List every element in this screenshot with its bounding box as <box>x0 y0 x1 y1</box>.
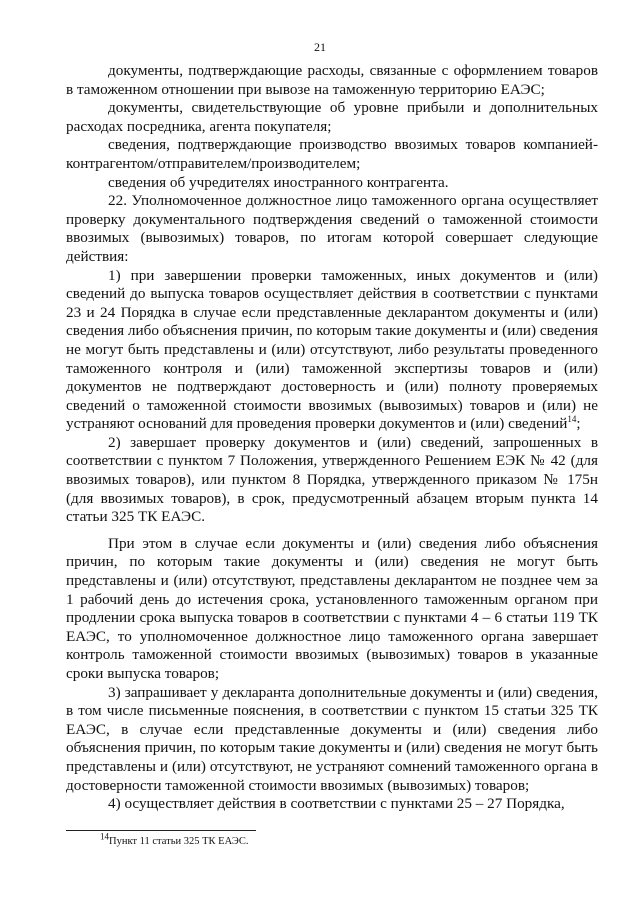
paragraph: сведения, подтверждающие производство ввозимых товаров компанией-контрагентом/отправителем/производителем; <box>66 136 598 172</box>
page-number: 21 <box>314 40 326 54</box>
paragraph: документы, подтверждающие расходы, связанные с оформлением товаров в таможенном отношении при вывозе на таможенную территорию ЕАЭС; <box>66 62 598 98</box>
footnote-reference: 14 <box>567 414 577 425</box>
footnote-divider <box>66 830 256 831</box>
paragraph: 4) осуществляет действия в соответствии с пунктами 25 – 27 Порядка, <box>108 795 565 813</box>
paragraph: 2) завершает проверку документов и (или) сведений, запрошенных в соответствии с пунктом 7 Положения, утвержденного Решением ЕЭК № 42 (для ввозимых товаров), или пунктом 8 Порядка, утвержденного приказом № 175н (для ввозимых товаров), в срок, предусмотренный абзацем вторым пункта 14 статьи 325 ТК ЕАЭС. <box>66 433 598 526</box>
paragraph: сведения об учредителях иностранного контрагента. <box>108 173 449 191</box>
footnote <box>100 831 249 847</box>
document-body <box>66 62 598 814</box>
paragraph-text: 1) при завершении проверки таможенных, иных документов и (или) сведений до выпуска товаров осуществляет действия в соответствии с пунктами 23 и 24 Порядка в случае если представленные декларантом документы и (или) сведения либо объяснения причин, по которым такие документы и (или) сведения не могут быть представлены и (или) отсутствуют, либо результаты проведенного таможенного контроля и (или) таможенной экспертизы товаров и (или) документов не подтверждают достоверность и (или) полноту проверяемых сведений о таможенной стоимости ввозимых (вывозимых) товаров и (или) не устраняют оснований для проведения проверки документов и (или) сведений <box>66 266 598 433</box>
paragraph-item-1 <box>66 267 598 434</box>
paragraph: 22. Уполномоченное должностное лицо таможенного органа осуществляет проверку документального подтверждения сведений о таможенной стоимости ввозимых (вывозимых) товаров, по итогам которой совершает следующие действия: <box>66 192 598 265</box>
paragraph: При этом в случае если документы и (или) сведения либо объяснения причин, по которым такие документы и (или) сведения не могут быть представлены и (или) отсутствуют, представлены декларантом не позднее чем за 1 рабочий день до истечения срока, установленного таможенным органом при продлении срока выпуска товаров в соответствии с пунктами 4 – 6 статьи 119 ТК ЕАЭС, то уполномоченное должностное лицо таможенного органа завершает контроль таможенной стоимости ввозимых (вывозимых) товаров в указанные сроки выпуска товаров; <box>66 534 598 682</box>
footnote-text: Пункт 11 статьи 325 ТК ЕАЭС. <box>109 836 249 847</box>
paragraph: 3) запрашивает у декларанта дополнительные документы и (или) сведения, в том числе письменные пояснения, в соответствии с пунктом 15 статьи 325 ТК ЕАЭС, в случае если представленные документы и (или) сведения либо объяснения причин, по которым такие документы и (или) сведения не могут быть представлены и (или) отсутствуют, не устраняют сомнений таможенного органа в достоверности таможенной стоимости ввозимых (вывозимых) товаров; <box>66 683 598 794</box>
footnote-number: 14 <box>100 831 109 842</box>
footnote-ref-suffix: ; <box>576 415 581 433</box>
paragraph: документы, свидетельствующие об уровне прибыли и дополнительных расходах посредника, агента покупателя; <box>66 99 598 135</box>
